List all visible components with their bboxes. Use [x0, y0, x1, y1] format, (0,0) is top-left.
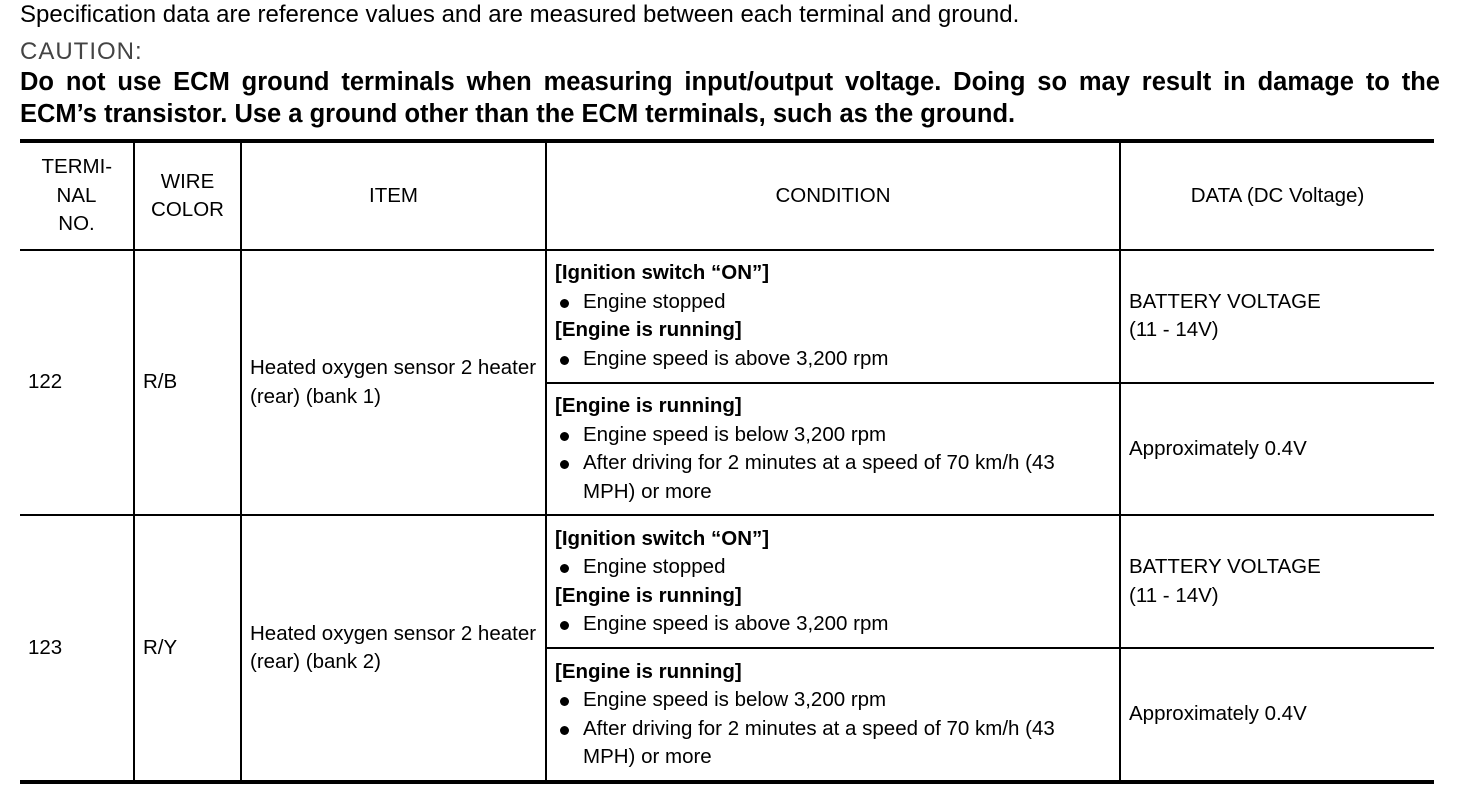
data-value: Approximately 0.4V — [1129, 436, 1307, 460]
terminal-no-cell: 123 — [20, 515, 134, 782]
caution-label: CAUTION: — [20, 38, 143, 65]
data-cell — [1120, 648, 1434, 782]
condition-bullet: After driving for 2 minutes at a speed of 70 km/h (43 MPH) or more — [555, 449, 1111, 506]
data-value: (11 - 14V) — [1129, 583, 1219, 607]
condition-bullet: Engine speed is below 3,200 rpm — [555, 421, 1111, 450]
data-value: BATTERY VOLTAGE — [1129, 289, 1321, 313]
condition-heading: [Engine is running] — [555, 318, 742, 342]
condition-bullet: After driving for 2 minutes at a speed of 70 km/h (43 MPH) or more — [555, 715, 1111, 772]
condition-cell — [546, 515, 1120, 648]
item-cell: Heated oxygen sensor 2 heater (rear) (bank 2) — [241, 515, 546, 782]
terminal-no-cell: 122 — [20, 250, 134, 515]
spec-note: Specification data are reference values and are measured between each terminal and ground. — [20, 1, 1020, 28]
header-wire-color — [134, 141, 241, 250]
condition-cell — [546, 383, 1120, 516]
header-wire-color-label: WIRE COLOR — [151, 169, 224, 221]
condition-heading: [Ignition switch “ON”] — [555, 261, 770, 285]
condition-cell — [546, 250, 1120, 383]
data-cell — [1120, 515, 1434, 648]
header-condition: CONDITION — [546, 141, 1120, 250]
terminal-spec-table — [20, 139, 1434, 784]
table-body — [20, 250, 1434, 782]
data-value: Approximately 0.4V — [1129, 702, 1307, 726]
header-terminal-no-label: TERMI- NAL NO. — [41, 155, 113, 236]
header-data: DATA (DC Voltage) — [1120, 141, 1434, 250]
condition-heading: [Engine is running] — [555, 659, 742, 683]
caution-text: Do not use ECM ground terminals when measuring input/output voltage. Doing so may result in damage to the ECM’s transistor. Use a ground other than the ECM terminals, such as the ground. — [20, 68, 1440, 128]
header-item: ITEM — [241, 141, 546, 250]
condition-cell — [546, 648, 1120, 782]
header-terminal-no — [20, 141, 134, 250]
condition-heading: [Ignition switch “ON”] — [555, 526, 770, 550]
table-header-row — [20, 141, 1434, 250]
condition-bullet: Engine speed is above 3,200 rpm — [555, 345, 1111, 374]
table-row — [20, 515, 1434, 648]
data-value: (11 - 14V) — [1129, 318, 1219, 342]
data-cell — [1120, 383, 1434, 516]
condition-heading: [Engine is running] — [555, 394, 742, 418]
condition-bullet: Engine stopped — [555, 553, 1111, 582]
condition-bullet: Engine speed is below 3,200 rpm — [555, 686, 1111, 715]
wire-color-cell: R/Y — [134, 515, 241, 782]
data-value: BATTERY VOLTAGE — [1129, 555, 1321, 579]
condition-heading: [Engine is running] — [555, 583, 742, 607]
item-cell: Heated oxygen sensor 2 heater (rear) (bank 1) — [241, 250, 546, 515]
wire-color-cell: R/B — [134, 250, 241, 515]
condition-bullet: Engine stopped — [555, 288, 1111, 317]
data-cell — [1120, 250, 1434, 383]
table-row — [20, 250, 1434, 383]
condition-bullet: Engine speed is above 3,200 rpm — [555, 610, 1111, 639]
